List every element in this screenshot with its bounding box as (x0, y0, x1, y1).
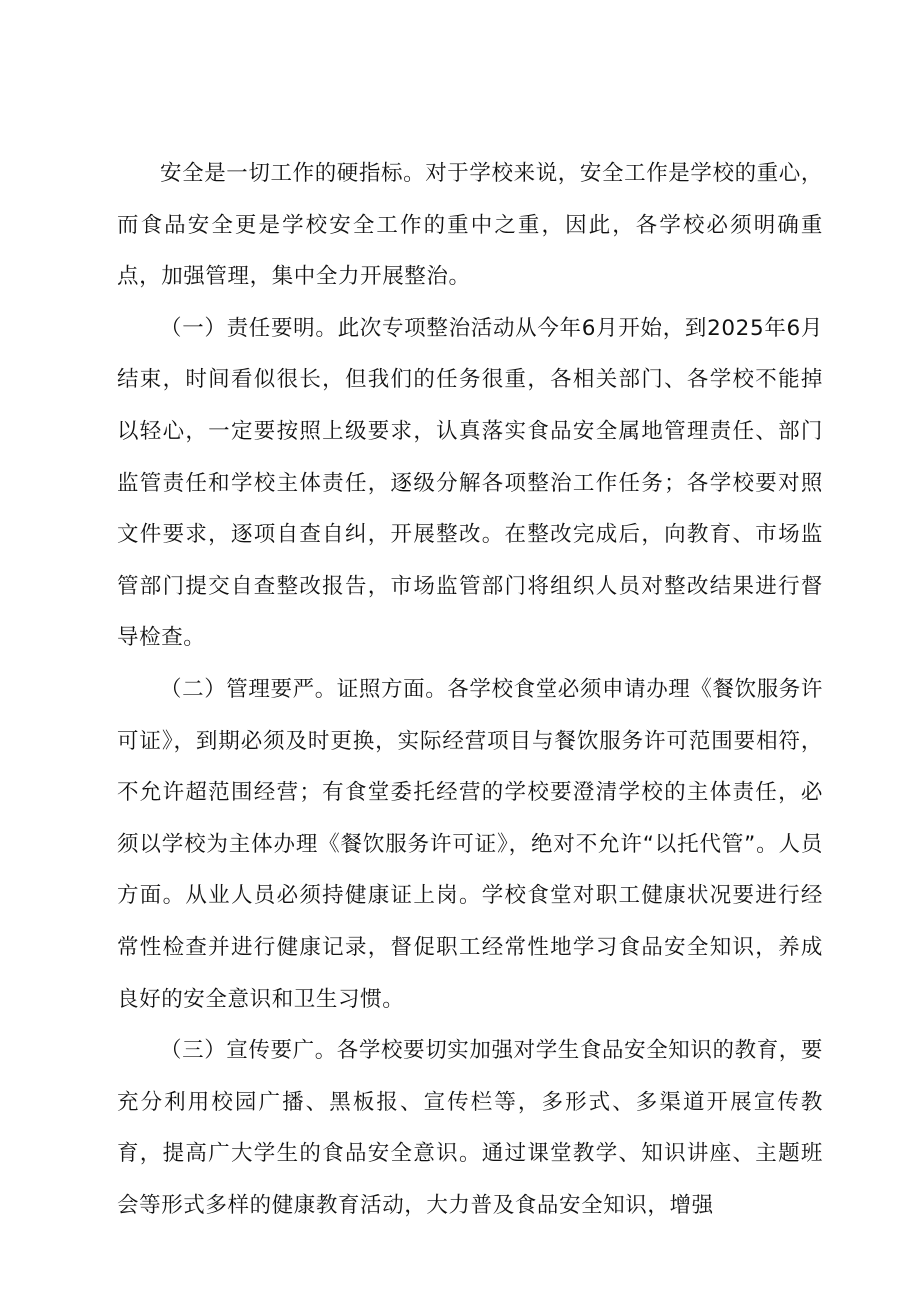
document-body (117, 148, 823, 1231)
paragraph-responsibility: （一）责任要明。此次专项整治活动从今年6月开始，到2025年6月结束，时间看似很长，但我们的任务很重，各相关部门、各学校不能掉以轻心，一定要按照上级要求，认真落实食品安全属地管理责任、部门监管责任和学校主体责任，逐级分解各项整治工作任务；各学校要对照文件要求，逐项自查自纠，开展整改。在整改完成后，向教育、市场监管部门提交自查整改报告，市场监管部门将组织人员对整改结果进行督导检查。 (117, 315, 823, 651)
paragraph-intro: 安全是一切工作的硬指标。对于学校来说，安全工作是学校的重心，而食品安全更是学校安全工作的重中之重，因此，各学校必须明确重点，加强管理，集中全力开展整治。 (117, 161, 824, 290)
paragraph-publicity: （三）宣传要广。各学校要切实加强对学生食品安全知识的教育，要充分利用校园广播、黑板报、宣传栏等，多形式、多渠道开展宣传教育，提高广大学生的食品安全意识。通过课堂教学、知识讲座、主题班会等形式多样的健康教育活动，大力普及食品安全知识，增强 (117, 1038, 824, 1218)
paragraph-management: （二）管理要严。证照方面。各学校食堂必须申请办理《餐饮服务许可证》，到期必须及时更换，实际经营项目与餐饮服务许可范围要相符，不允许超范围经营；有食堂委托经营的学校要澄清学校的主体责任，必须以学校为主体办理《餐饮服务许可证》，绝对不允许“以托代管”。人员方面。从业人员必须持健康证上岗。学校食堂对职工健康状况要进行经常性检查并进行健康记录，督促职工经常性地学习食品安全知识，养成良好的安全意识和卫生习惯。 (117, 676, 824, 1012)
